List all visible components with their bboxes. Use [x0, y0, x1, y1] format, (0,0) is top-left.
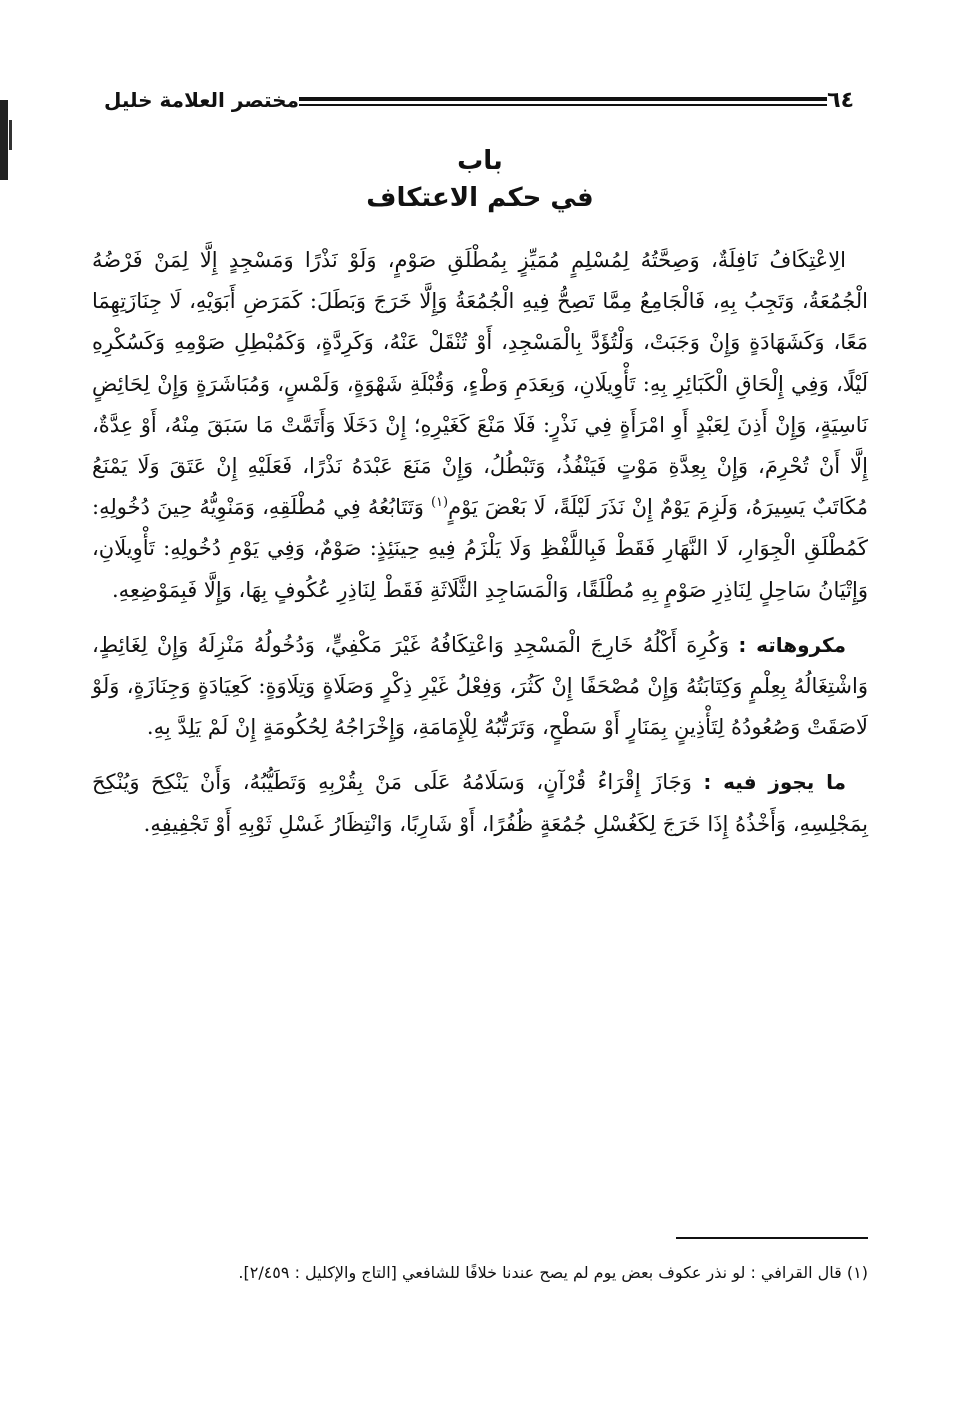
chapter-heading — [92, 143, 868, 217]
footnote-separator — [676, 1237, 868, 1239]
section-lead-disliked: مكروهاته : — [738, 632, 846, 657]
paragraph-text-continued: وَتَتَابُعُهُ فِي مُطْلَقِهِ، وَمَنْوِيُّهُ حِينَ دُخُولِهِ: كَمُطْلَقِ الْجِوَارِ، لَا النَّهَارِ فَقَطْ فَبِاللَّفْظِ وَلَا يَلْزَمُ فِيهِ حِينَئِذٍ: صَوْمٌ، وَفِي يَوْمِ دُخُولِهِ: تَأْوِيلَانِ، وَإِتْيَانُ سَاحِلٍ لِنَاذِرِ صَوْمٍ بِهِ مُطْلَقًا، وَالْمَسَاجِدِ الثَّلَاثَةِ فَقَطْ لِنَاذِرِ عُكُوفٍ بِهَا، وَإِلَّا فَبِمَوْضِعِهِ. — [92, 495, 868, 602]
running-title: مختصر العلامة خليل — [104, 88, 299, 112]
paragraph-spacer — [92, 748, 868, 762]
paragraph-permitted — [92, 762, 868, 844]
page-number: ٦٤ — [827, 87, 854, 113]
running-header — [92, 78, 868, 122]
paragraph-itikaf-rules — [92, 240, 868, 611]
header-rule — [299, 97, 827, 106]
paragraph-spacer — [92, 611, 868, 625]
paragraph-disliked — [92, 625, 868, 749]
page-edge-mark — [0, 100, 8, 180]
paragraph-text: وَجَازَ إِقْرَاءُ قُرْآنٍ، وَسَلَامُهُ عَلَى مَنْ بِقُرْبِهِ وَتَطَيُّبُهُ، وَأَنْ يَنْكِحَ وَيُنْكِحَ بِمَجْلِسِهِ، وَأَخْذُهُ إِذَا خَرَجَ لِكَغُسْلِ جُمُعَةٍ ظُفُرًا، أَوْ شَارِبًا، وَانْتِظَارُ غَسْلِ ثَوْبِهِ أَوْ تَجْفِيفِهِ. — [92, 770, 868, 836]
main-text — [92, 240, 868, 845]
paragraph-text: الِاعْتِكَافُ نَافِلَةٌ، وَصِحَّتُهُ لِمُسْلِمٍ مُمَيِّزٍ بِمُطْلَقِ صَوْمٍ، وَلَوْ نَذْرًا وَمَسْجِدٍ إِلَّا لِمَنْ فَرْضُهُ الْجُمُعَةُ، وَتَجِبُ بِهِ، فَالْجَامِعُ مِمَّا تَصِحُّ فِيهِ الْجُمُعَةُ وَإِلَّا خَرَجَ وَبَطَلَ: كَمَرَضِ أَبَوَيْهِ، لَا جِنَازَتِهِمَا مَعًا، وَكَشَهَادَةٍ وَإِنْ وَجَبَتْ، وَلْتُؤَدَّ بِالْمَسْجِدِ، أَوْ تُنْقَلْ عَنْهُ، وَكَرِدَّةٍ، وَكَمُبْطِلِ صَوْمِهِ وَكَسُكْرِهِ لَيْلًا، وَفِي إِلْحَاقِ الْكَبَائِرِ بِهِ: تَأْوِيلَانِ، وَبِعَدَمِ وَطْءٍ، وَقُبْلَةِ شَهْوَةٍ، وَلَمْسٍ، وَمُبَاشَرَةٍ وَإِنْ لِحَائِضٍ نَاسِيَةٍ، وَإِنْ أَذِنَ لِعَبْدٍ أَوِ امْرَأَةٍ فِي نَذْرٍ: فَلَا مَنْعَ كَغَيْرِهِ؛ إِنْ دَخَلَا وَأَتَمَّتْ مَا سَبَقَ مِنْهُ، أَوْ عِدَّةٌ، إِلَّا أَنْ تُحْرِمَ، وَإِنْ بِعِدَّةِ مَوْتٍ فَيَنْفُذُ، وَتَبْطُلُ، وَإِنْ مَنَعَ عَبْدَهُ نَذْرًا، فَعَلَيْهِ إِنْ عَتَقَ وَلَا يَمْنَعُ مُكَاتَبٌ يَسِيرَهُ، وَلَزِمَ يَوْمٌ إِنْ نَذَرَ لَيْلَةً، لَا بَعْضَ يَوْمٍ — [92, 248, 868, 520]
paragraph-text: وَكُرِهَ أَكْلُهُ خَارِجَ الْمَسْجِدِ وَاعْتِكَافُهُ غَيْرَ مَكْفِيٍّ، وَدُخُولُهُ مَنْزِلَهُ وَإِنْ لِغَائِطٍ، وَاشْتِغَالُهُ بِعِلْمٍ وَكِتَابَتُهُ وَإِنْ مُصْحَفًا إِنْ كَثُرَ، وَفِعْلُ غَيْرِ ذِكْرٍ وَصَلَاةٍ وَتِلَاوَةٍ: كَعِيَادَةٍ وَجِنَازَةٍ، وَلَوْ لَاصَقَتْ وَصُعُودُهُ لِتَأْذِينٍ بِمَنَارٍ أَوْ سَطْحٍ، وَتَرَتُّبُهُ لِلْإِمَامَةِ، وَإِخْرَاجُهُ لِحُكُومَةٍ إِنْ لَمْ يَلِدَّ بِهِ. — [92, 632, 868, 740]
page-edge-mark-secondary — [9, 120, 12, 150]
chapter-label: باب — [457, 146, 503, 176]
footnote-marker: (١) — [430, 495, 449, 511]
section-lead-permitted: ما يجوز فيه : — [703, 770, 846, 795]
chapter-title: في حكم الاعتكاف — [366, 183, 594, 213]
footnote: (١) قال القرافي : لو نذر عكوف بعض يوم لم يصح عندنا خلافًا للشافعي [التاج والإكليل : ٢/٤٥٩]. — [238, 1263, 868, 1282]
